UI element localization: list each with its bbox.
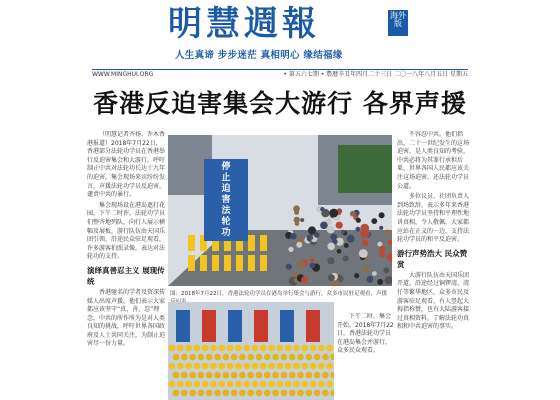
practitioner [252,345,259,352]
spectator [356,227,361,232]
article-subheading: 游行声势浩大 民众赞赏 [397,248,468,269]
banner [280,310,294,342]
spectator [379,226,383,230]
practitioner [210,381,217,388]
spectator [327,243,335,251]
practitioner [222,354,229,361]
practitioner [247,390,254,397]
spectator [309,263,315,269]
practitioner [189,390,196,397]
practitioner [322,390,329,397]
practitioner [326,381,333,388]
practitioner [297,372,304,379]
practitioner [210,363,217,370]
practitioner [293,363,300,370]
practitioner [198,390,205,397]
practitioner [243,345,250,352]
practitioner [189,372,196,379]
practitioner [185,363,192,370]
practitioner [218,363,225,370]
practitioner [310,345,317,352]
practitioner [218,345,225,352]
practitioner [260,381,267,388]
main-headline: 香港反迫害集会大游行 各界声援 [93,89,467,118]
practitioner [281,372,288,379]
spectator [344,243,349,248]
practitioner [264,390,271,397]
practitioner [289,372,296,379]
practitioner [281,390,288,397]
practitioner [268,381,275,388]
practitioner [260,363,267,370]
issue-info-bar [92,69,468,79]
article-paragraph: 下午二时，集会开始。2018年7月22日，香港法轮功学员在港岛集会并游行，众多民众观看。 [337,313,394,355]
practitioner [289,354,296,361]
website-url[interactable]: WWW.MINGHUI.ORG [92,71,154,78]
practitioner [173,372,180,379]
masthead [0,0,560,70]
practitioner [293,345,300,352]
spectator [320,222,328,230]
banner [306,310,320,342]
spectator [330,234,337,241]
practitioner [322,354,329,361]
practitioner [239,390,246,397]
practitioner [297,354,304,361]
practitioner [210,345,217,352]
spectator [310,258,315,263]
marcher [248,255,255,271]
practitioner [231,354,238,361]
practitioner [214,354,221,361]
spectator [288,247,293,252]
practitioner [185,381,192,388]
practitioner [177,345,184,352]
spectator [309,236,313,240]
practitioner [285,363,292,370]
exercise-photo-illustration [168,302,334,400]
practitioner [322,372,329,379]
spectator [286,264,292,270]
practitioner [326,363,333,370]
secondary-photo [168,302,334,400]
spectator [314,232,320,238]
spectator [372,271,377,276]
practitioner [256,354,263,361]
practitioner [194,363,201,370]
spectator [300,218,304,222]
practitioner [268,363,275,370]
edition-stamp: 海外版 [388,10,408,36]
practitioner [194,381,201,388]
practitioner [169,345,176,352]
practitioner [198,354,205,361]
spectator [295,221,300,226]
spectator [379,246,385,252]
practitioner [264,372,271,379]
practitioner [318,363,325,370]
practitioner [272,372,279,379]
banner [176,310,190,342]
practitioner [218,381,225,388]
practitioner [227,381,234,388]
article-column-middle [337,313,395,383]
spectator [359,249,368,258]
practitioner [310,363,317,370]
practitioner [301,363,308,370]
practitioner [194,345,201,352]
practitioner [272,390,279,397]
spectator [367,276,374,283]
spectator [371,218,377,224]
practitioner [285,381,292,388]
practitioner [301,345,308,352]
spectator [362,240,369,247]
practitioner [173,354,180,361]
practitioner [277,345,284,352]
practitioner [252,363,259,370]
masthead-slogan: 人生真谛 步步迷茫 真相明心 缘结福缘 [175,50,343,61]
spectator [336,222,343,229]
practitioner [305,354,312,361]
practitioner [301,381,308,388]
article-subheading: 演绎真善忍主义 展现传统 [87,265,165,286]
practitioner [227,363,234,370]
newspaper-title: 明慧週報 [168,4,320,44]
spectator [343,256,349,262]
marcher [224,255,231,271]
practitioner [222,390,229,397]
practitioner [264,354,271,361]
spectator [377,279,383,285]
spectator [361,229,370,238]
spectator [347,235,355,243]
practitioner [231,372,238,379]
practitioner [198,372,205,379]
article-column-right [397,131,470,400]
practitioner [202,363,209,370]
practitioner [289,390,296,397]
spectator [356,218,361,223]
spectator [290,233,296,239]
practitioner [202,345,209,352]
practitioner [235,381,242,388]
photo-caption: 图：2018年7月22日，香港法轮功学员在港岛举行集会与游行，众多市民驻足观看，声援 [170,291,387,297]
marcher [188,235,195,251]
banner [202,310,216,342]
practitioner [202,381,209,388]
marcher [236,255,243,271]
spectator [341,230,345,234]
spectator [327,257,334,264]
practitioner [318,381,325,388]
article-paragraph: 大游行队伍由天国乐团开道，沿途经过铜锣湾、湾仔等繁华地区，众多市民及游客驻足观看，有人竖起大拇指称赞，也有大陆游客接过真相资料，了解法轮功真相和中共迫害的事实。 [397,271,470,331]
practitioner [214,372,221,379]
practitioner [206,354,213,361]
spectator [301,276,308,283]
practitioner [189,354,196,361]
article-paragraph: 多位议员、社团负责人到场致辞，表示多年来香港法轮功学员坚持和平理性地讲真相，令人敬佩，大家都应站在正义的一边，支持法轮功学员的和平反迫害。 [397,193,470,244]
practitioner [268,345,275,352]
spectator [379,251,385,257]
practitioner [247,372,254,379]
spectator [354,273,359,278]
spectator [327,226,335,234]
practitioner [185,345,192,352]
practitioner [222,372,229,379]
practitioner [314,354,321,361]
practitioner [181,354,188,361]
marcher [260,255,267,271]
practitioner [177,363,184,370]
spectator [384,230,390,236]
practitioner [310,381,317,388]
practitioner [169,363,176,370]
practitioner [181,372,188,379]
practitioner [252,381,259,388]
spectator [328,274,335,281]
spectator [337,249,342,254]
practitioner [293,381,300,388]
spectator [350,211,356,217]
practitioner [214,390,221,397]
practitioner [256,372,263,379]
practitioner [206,372,213,379]
practitioner [297,390,304,397]
article-paragraph: （明慧记者齐扬、乔木香港报道）2018年7月22日，香港部分法轮功学员在香港举行反迫害集会和大游行，呼吁制止中共对法轮功长达十九年的迫害。集会现场来宾纷纷发言，声援法轮功学员反迫害，谴责中共的暴行。 [87,131,165,199]
practitioner [235,345,242,352]
practitioner [277,363,284,370]
spectator [363,266,370,273]
practitioner [256,390,263,397]
banner [254,310,268,342]
practitioner [231,390,238,397]
spectator [294,210,299,215]
practitioner [169,381,176,388]
practitioner [281,354,288,361]
practitioner [305,372,312,379]
practitioner [243,381,250,388]
practitioner [239,354,246,361]
practitioner [277,381,284,388]
spectator [379,212,385,218]
marcher [188,255,195,271]
practitioner [247,354,254,361]
article-paragraph: 集会现场设在港岛遮打花园，下午二时许，法轮功学员们整齐地列队，向行人展示横幅及展板，游行队伍由天国乐团引领，沿途民众驻足观看，许多游客拍照录像，表达对法轮功的支持。 [87,201,165,261]
practitioner [314,390,321,397]
banner [228,310,242,342]
practitioner [227,345,234,352]
spectator [329,209,338,218]
practitioner [206,390,213,397]
spectator [320,207,324,211]
issue-date: • 第五六七期 • 農曆辛丑年四月二十三日 二〇一八年八月五日 星期五 [283,71,468,78]
marcher [260,235,267,251]
practitioner [260,345,267,352]
practitioner [181,390,188,397]
main-photo [168,135,392,286]
practitioner [173,390,180,397]
practitioner [305,390,312,397]
practitioner [326,345,333,352]
spectator [383,267,389,273]
spectator [386,246,390,250]
practitioner [243,363,250,370]
article-paragraph: 不容忍中共。他们指出，二十一世纪发生的这场迫害，是人类良知的考验，中共必将为其罪行承担后果，世界各国人民都应该关注这场迫害，还法轮功学员公道。 [397,131,470,190]
marcher [212,255,219,271]
spectator [296,242,302,248]
marcher [200,255,207,271]
article-column-left [87,131,165,400]
practitioner [272,354,279,361]
spectator [297,261,305,269]
practitioner [177,381,184,388]
marcher [248,235,255,251]
practitioner [239,372,246,379]
article-paragraph: 香港驰名的学者及资深传媒人出席声援，他们表示大家都应该坚守“真、善、忍”理念，中共的所作所为是对人类良知的挑战，呼吁世界各国政府及人士共同关注，为制止迫害尽一份力量。 [87,288,165,348]
practitioner [314,372,321,379]
practitioner [235,363,242,370]
protest-banner-text: 停止迫害法轮功 [221,162,231,238]
practitioner [318,345,325,352]
practitioner [285,345,292,352]
parade-photo-illustration [168,135,392,286]
